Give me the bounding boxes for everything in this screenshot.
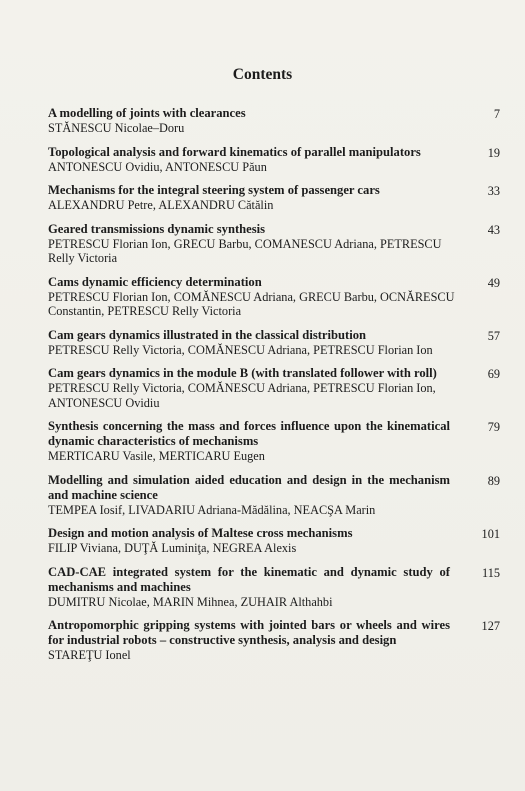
toc-entry — [48, 473, 500, 518]
toc-entry-page: 49 — [487, 275, 500, 290]
toc-entry-authors: ALEXANDRU Petre, ALEXANDRU Cătălin — [48, 198, 274, 212]
toc-entry — [48, 366, 500, 410]
toc-entry-title: Synthesis concerning the mass and forces influence upon the kinematical dynamic characteristics of mechanisms — [48, 419, 450, 448]
toc-entry-authors: DUMITRU Nicolae, MARIN Mihnea, ZUHAIR Althahbi — [48, 594, 333, 609]
toc-entry-page: 115 — [482, 565, 500, 580]
toc-entry-title: Cams dynamic efficiency determination — [48, 274, 262, 289]
toc-entry-authors: MERTICARU Vasile, MERTICARU Eugen — [48, 449, 265, 463]
toc-entry-page: 57 — [487, 328, 500, 343]
toc-entry — [48, 145, 500, 175]
table-of-contents — [48, 106, 500, 672]
toc-entry-title: Antropomorphic gripping systems with jointed bars or wheels and wires for industrial robots – constructive synthesis, analysis and design — [48, 618, 450, 647]
toc-entry-authors: STAREŢU Ionel — [48, 648, 131, 662]
toc-entry-page: 69 — [487, 367, 500, 381]
toc-entry-title: Mechanisms for the integral steering system of passenger cars — [48, 183, 380, 197]
toc-entry-authors: TEMPEA Iosif, LIVADARIU Adriana-Mădălina, NEACŞA Marin — [48, 502, 376, 517]
toc-entry-title: A modelling of joints with clearances — [48, 106, 246, 120]
toc-entry-authors: ANTONESCU Ovidiu, ANTONESCU Păun — [48, 159, 267, 174]
toc-entry — [48, 222, 500, 266]
contents-heading: Contents — [232, 66, 293, 83]
toc-entry-page: 43 — [487, 222, 500, 237]
toc-entry-authors: STĂNESCU Nicolae–Doru — [48, 121, 185, 135]
toc-entry-authors: FILIP Viviana, DUŢĂ Luminiţa, NEGREA Alexis — [48, 541, 297, 555]
toc-entry-title: CAD-CAE integrated system for the kinematic and dynamic study of mechanisms and machines — [48, 564, 450, 594]
toc-entry — [48, 275, 500, 319]
toc-entry — [48, 419, 500, 464]
toc-entry-title: Cam gears dynamics illustrated in the classical distribution — [48, 327, 366, 342]
toc-entry-page: 33 — [487, 184, 500, 198]
toc-entry-authors: PETRESCU Relly Victoria, COMĂNESCU Adriana, PETRESCU Florian Ion, ANTONESCU Ovidiu — [48, 381, 436, 410]
toc-entry-title: Modelling and simulation aided education and design in the mechanism and machine science — [48, 472, 450, 502]
toc-entry — [48, 106, 500, 136]
toc-entry — [48, 328, 500, 358]
toc-entry-authors: PETRESCU Relly Victoria, COMĂNESCU Adriana, PETRESCU Florian Ion — [48, 342, 433, 357]
toc-entry-authors: PETRESCU Florian Ion, COMĂNESCU Adriana, GRECU Barbu, OCNĂRESCU Constantin, PETRESCU Relly Victoria — [48, 289, 455, 318]
toc-entry-page: 127 — [481, 619, 500, 633]
toc-entry-page: 79 — [487, 420, 500, 434]
toc-entry-title: Cam gears dynamics in the module B (with translated follower with roll) — [48, 366, 437, 380]
toc-entry-title: Geared transmissions dynamic synthesis — [48, 221, 266, 236]
toc-entry-page: 7 — [493, 107, 500, 121]
toc-entry-page: 19 — [487, 145, 500, 160]
toc-entry — [48, 565, 500, 610]
toc-entry-page: 89 — [487, 473, 500, 488]
toc-entry — [48, 526, 500, 556]
toc-entry — [48, 183, 500, 213]
toc-entry-title: Design and motion analysis of Maltese cross mechanisms — [48, 526, 353, 540]
toc-entry-page: 101 — [481, 527, 500, 541]
toc-entry-authors: PETRESCU Florian Ion, GRECU Barbu, COMANESCU Adriana, PETRESCU Relly Victoria — [48, 236, 442, 265]
toc-entry-title: Topological analysis and forward kinematics of parallel manipulators — [48, 144, 421, 159]
toc-entry — [48, 618, 500, 663]
